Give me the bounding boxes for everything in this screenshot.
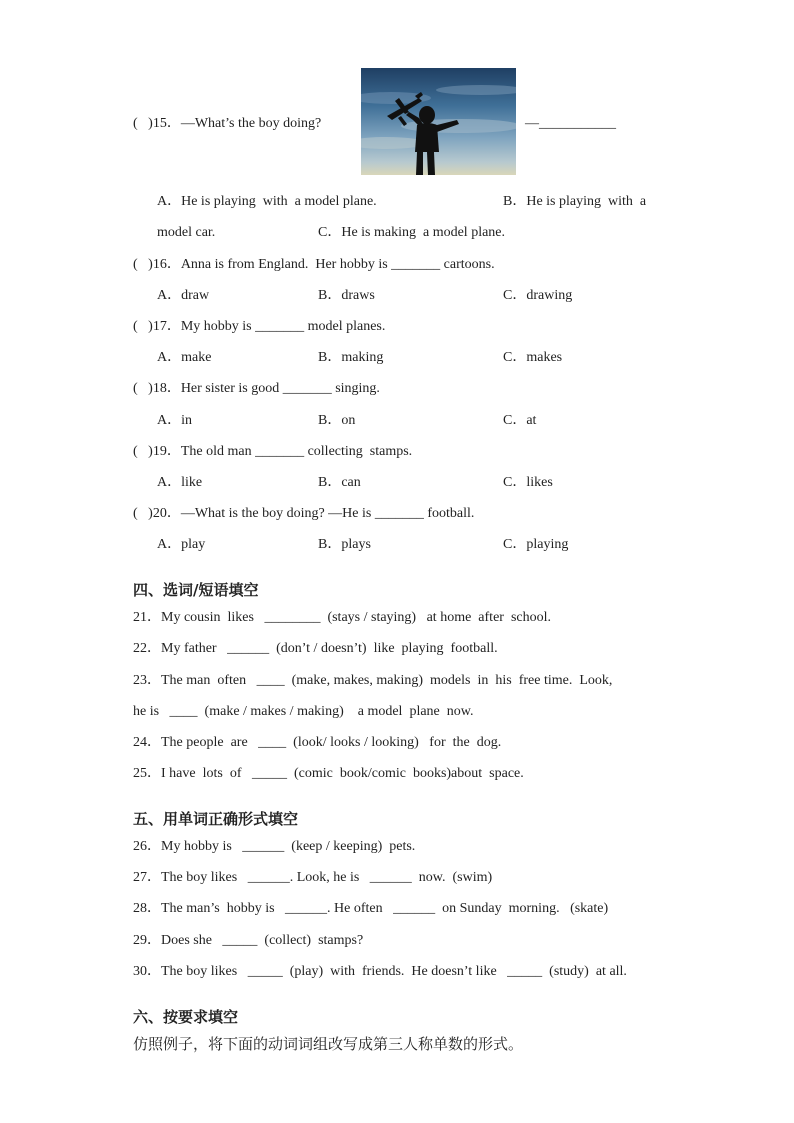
question-15-option-b-continued: model car. — [157, 225, 216, 240]
question-16-option-c: C．drawing — [503, 288, 573, 303]
question-17-option-c: C．makes — [503, 350, 563, 365]
question-19-option-a: A．like — [157, 475, 203, 490]
question-21: 21．My cousin likes ________ (stays / staying) at home after school. — [133, 610, 551, 625]
question-30: 30．The boy likes _____ (play) with friends. He doesn’t like _____ (study) at all. — [133, 964, 627, 979]
boy-with-model-plane-image — [361, 68, 516, 175]
question-18-option-c: C．at — [503, 413, 537, 428]
question-15-option-a: A．He is playing with a model plane. — [157, 194, 377, 209]
question-27: 27．The boy likes ______. Look, he is ______ now. (swim) — [133, 870, 493, 885]
question-15-answer-blank[interactable]: —___________ — [525, 116, 616, 131]
section-6-instruction: 仿照例子，将下面的动词词组改写成第三人称单数的形式。 — [133, 1035, 524, 1053]
question-17-stem: ( )17．My hobby is _______ model planes. — [133, 319, 386, 334]
question-16-stem: ( )16．Anna is from England. Her hobby is _______ cartoons. — [133, 257, 495, 272]
question-20-option-b: B．plays — [318, 537, 371, 552]
question-23: 23．The man often ____ (make, makes, making) models in his free time. Look, — [133, 673, 613, 688]
question-19-stem: ( )19．The old man _______ collecting stamps. — [133, 444, 413, 459]
question-18-option-a: A．in — [157, 413, 192, 428]
question-19-option-b: B．can — [318, 475, 361, 490]
question-18-option-b: B．on — [318, 413, 356, 428]
question-15-stem: ( )15．—What’s the boy doing? — [133, 116, 322, 131]
question-24: 24．The people are ____ (look/ looks / looking) for the dog. — [133, 735, 502, 750]
question-15-option-c: C．He is making a model plane. — [318, 225, 506, 240]
section-5-title: 五、用单词正确形式填空 — [133, 810, 299, 828]
question-29: 29．Does she _____ (collect) stamps? — [133, 933, 364, 948]
section-4-title: 四、选词/短语填空 — [133, 581, 259, 599]
question-22: 22．My father ______ (don’t / doesn’t) like playing football. — [133, 641, 498, 656]
question-16-option-b: B．draws — [318, 288, 375, 303]
question-17-option-b: B．making — [318, 350, 384, 365]
question-17-option-a: A．make — [157, 350, 212, 365]
question-18-stem: ( )18．Her sister is good _______ singing. — [133, 381, 380, 396]
question-23-continued: he is ____ (make / makes / making) a model plane now. — [133, 704, 474, 719]
question-25: 25．I have lots of _____ (comic book/comic books)about space. — [133, 766, 524, 781]
question-26: 26．My hobby is ______ (keep / keeping) pets. — [133, 839, 416, 854]
boy-with-model-plane-silhouette-icon — [361, 68, 516, 175]
question-19-option-c: C．likes — [503, 475, 553, 490]
question-20-option-c: C．playing — [503, 537, 569, 552]
question-20-option-a: A．play — [157, 537, 206, 552]
question-28: 28．The man’s hobby is ______. He often ______ on Sunday morning. (skate) — [133, 901, 609, 916]
question-16-option-a: A．draw — [157, 288, 210, 303]
question-15-option-b: B．He is playing with a — [503, 194, 647, 209]
question-20-stem: ( )20．—What is the boy doing? —He is _______ football. — [133, 506, 475, 521]
section-6-title: 六、按要求填空 — [133, 1008, 239, 1026]
